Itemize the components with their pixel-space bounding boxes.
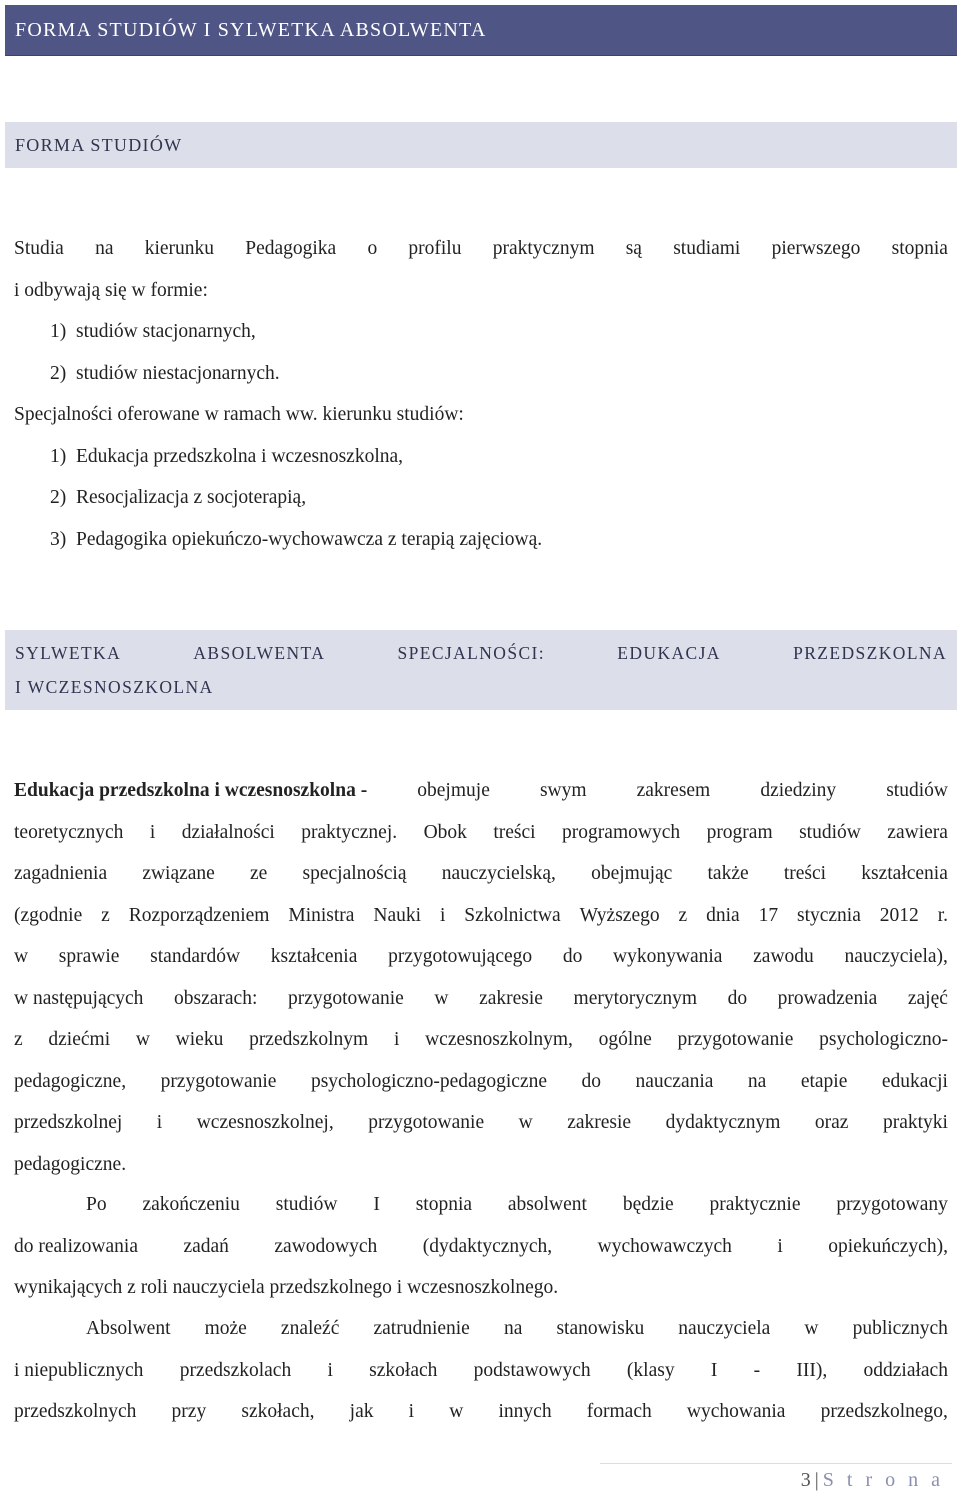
word: absolwent — [507, 1194, 587, 1215]
word: ogólne — [598, 1029, 652, 1050]
word: edukacji — [881, 1070, 948, 1092]
paragraph-line — [14, 1391, 948, 1433]
section-heading-sylwetka-line-1 — [15, 636, 947, 670]
document-header-title: FORMA STUDIÓW I SYLWETKA ABSOLWENTA — [15, 18, 487, 41]
word: stanowisku — [556, 1318, 645, 1339]
word: Nauki — [373, 904, 422, 926]
footer-divider — [600, 1463, 952, 1464]
word: zajęć — [907, 987, 948, 1009]
word: przygotowany — [836, 1194, 948, 1215]
word: i — [393, 1029, 400, 1050]
word: do — [727, 987, 748, 1009]
form-item-2-text: 2) studiów niestacjonarnych. — [50, 362, 280, 384]
paragraph-line — [14, 1061, 948, 1103]
word: wieku — [175, 1029, 224, 1050]
word: praktycznym — [492, 238, 595, 259]
word: psychologiczno-pedagogiczne — [310, 1070, 548, 1092]
word: dziećmi — [48, 1029, 111, 1050]
word: w — [434, 987, 449, 1009]
word: może — [204, 1318, 247, 1339]
word: treści — [493, 821, 536, 843]
word: szkołach, — [241, 1401, 315, 1422]
word: merytorycznym — [573, 987, 698, 1009]
word: i — [156, 1112, 163, 1133]
word: zakresie — [479, 987, 543, 1009]
word: i — [439, 904, 446, 926]
word: zagadnienia — [14, 863, 108, 884]
word: standardów — [150, 946, 241, 967]
paragraph-line — [14, 1019, 948, 1061]
word: Wyższego — [579, 904, 660, 926]
word: przygotowującego — [388, 946, 533, 967]
specialties-label — [14, 394, 948, 436]
word: Pedagogika — [245, 238, 337, 259]
word: studiów — [886, 780, 948, 801]
word: wczesnoszkolnej, — [196, 1112, 334, 1133]
word: także — [707, 863, 749, 884]
word: zadań — [183, 1235, 229, 1257]
word: w — [449, 1401, 464, 1422]
word: oraz — [814, 1112, 849, 1133]
specialties-label-text: Specjalności oferowane w ramach ww. kierunku studiów: — [14, 404, 464, 425]
word: formach — [586, 1401, 652, 1422]
word: wychowania — [686, 1401, 786, 1422]
page-label: S t r o n a — [822, 1469, 944, 1491]
word: psychologiczno- — [819, 1029, 948, 1050]
paragraph-po-zakonczeniu — [14, 1184, 948, 1309]
document-header-banner — [5, 5, 957, 56]
intro-line-1 — [14, 228, 948, 270]
paragraph-line — [14, 853, 948, 895]
word: jak — [349, 1401, 374, 1422]
word: w — [804, 1318, 819, 1339]
word: Obok — [423, 821, 467, 843]
word: pedagogiczne, — [14, 1070, 127, 1092]
word: działalności — [181, 821, 275, 843]
word: I — [373, 1194, 380, 1215]
word: na — [747, 1070, 767, 1092]
word: program — [706, 821, 773, 843]
specialty-item-2 — [14, 477, 948, 519]
word: wychowawczych — [597, 1235, 732, 1257]
word: z — [678, 904, 688, 926]
word: zakończeniu — [142, 1194, 240, 1215]
word: kierunku — [144, 238, 215, 259]
word: 2012 — [879, 904, 919, 926]
word: praktycznej. — [301, 821, 398, 843]
word: zatrudnienie — [373, 1318, 470, 1339]
word: r. — [937, 904, 948, 926]
word: Rozporządzeniem — [128, 904, 270, 926]
specialty-item-1 — [14, 436, 948, 478]
paragraph-line — [14, 1308, 948, 1350]
word: w następujących — [14, 987, 144, 1009]
word: kształcenia — [270, 946, 358, 967]
word: w — [135, 1029, 150, 1050]
word: PRZEDSZKOLNA — [793, 643, 947, 663]
paragraph-last-text: pedagogiczne. — [14, 1153, 127, 1175]
word: praktycznie — [709, 1194, 801, 1215]
word: pierwszego — [771, 238, 861, 259]
word: etapie — [800, 1070, 848, 1092]
word: profilu — [408, 238, 462, 259]
paragraph-last-text: wynikających z roli nauczyciela przedszkolnego i wczesnoszkolnego. — [14, 1277, 559, 1298]
word: będzie — [622, 1194, 674, 1215]
word: stycznia — [796, 904, 861, 926]
paragraph-line — [14, 1226, 948, 1268]
word: i niepublicznych — [14, 1359, 144, 1381]
section-heading-sylwetka-line-2-text: I WCZESNOSZKOLNA — [15, 677, 214, 697]
specialty-item-2-text: 2) Resocjalizacja z socjoterapią, — [50, 487, 307, 508]
word: i — [327, 1359, 333, 1381]
word: o — [367, 238, 378, 259]
word: przedszkolach — [179, 1359, 292, 1381]
word: Po — [86, 1194, 107, 1215]
paragraph-line — [14, 1184, 948, 1226]
word: studiami — [673, 238, 741, 259]
word: praktyki — [882, 1112, 948, 1133]
word: specjalnością — [302, 863, 407, 884]
word: obejmuje — [417, 780, 490, 801]
word: Szkolnictwa — [464, 904, 561, 926]
word: wczesnoszkolnym, — [425, 1029, 573, 1050]
word: publicznych — [852, 1318, 948, 1339]
section-heading-forma-studiow: FORMA STUDIÓW — [15, 134, 183, 155]
word: zawodu — [753, 946, 814, 967]
word: nauczyciela), — [844, 946, 948, 967]
word: przygotowanie — [677, 1029, 794, 1050]
word: oddziałach — [863, 1359, 948, 1381]
paragraph-line-last — [14, 1144, 948, 1186]
word: przedszkolnym — [249, 1029, 369, 1050]
word: przedszkolnego, — [820, 1401, 948, 1422]
word: przedszkolnej — [14, 1112, 123, 1133]
word: z — [101, 904, 110, 926]
word: III), — [796, 1359, 828, 1381]
word: (dydaktycznych, — [422, 1235, 553, 1257]
word: obejmując — [591, 863, 673, 884]
word: w — [518, 1112, 533, 1133]
word: w — [14, 946, 29, 967]
word: na — [95, 238, 114, 259]
word: nauczycielską, — [441, 863, 556, 884]
word: do — [581, 1070, 601, 1092]
paragraph-line — [14, 812, 948, 854]
word: treści — [783, 863, 827, 884]
word: sprawie — [58, 946, 120, 967]
paragraph-line — [14, 1350, 948, 1392]
word: stopnia — [415, 1194, 473, 1215]
word: i — [777, 1235, 783, 1257]
word: dydaktycznym — [665, 1112, 781, 1133]
word: podstawowych — [473, 1359, 591, 1381]
word: studiów — [275, 1194, 338, 1215]
paragraph-line — [14, 1102, 948, 1144]
word: SPECJALNOŚCI: — [397, 643, 546, 663]
form-item-2 — [14, 353, 948, 395]
word: zakresie — [567, 1112, 632, 1133]
word: do — [562, 946, 583, 967]
word: znaleźć — [280, 1318, 340, 1339]
word: do realizowania — [14, 1235, 138, 1257]
intro-line-2-text: i odbywają się w formie: — [14, 279, 208, 301]
paragraph-line — [14, 936, 948, 978]
word: programowych — [562, 821, 681, 843]
word: szkołach — [369, 1359, 438, 1381]
word: EDUKACJA — [617, 643, 721, 663]
paragraph-lines — [14, 812, 948, 1144]
word: przygotowanie — [160, 1070, 277, 1092]
word: teoretycznych — [14, 821, 124, 843]
word: swym — [539, 780, 587, 801]
word: Studia — [14, 238, 64, 259]
form-item-1-text: 1) studiów stacjonarnych, — [50, 321, 256, 342]
word: i — [149, 821, 156, 843]
footer-separator: | — [814, 1469, 819, 1491]
word: (klasy — [626, 1359, 675, 1381]
form-item-1 — [14, 311, 948, 353]
word: obszarach: — [174, 987, 258, 1009]
word: prowadzenia — [777, 987, 878, 1009]
word: - — [753, 1359, 761, 1381]
word: nauczyciela — [678, 1318, 771, 1339]
specialty-item-1-text: 1) Edukacja przedszkolna i wczesnoszkolna, — [50, 445, 404, 467]
section-heading-sylwetka-line-2 — [15, 670, 947, 704]
word: są — [625, 238, 642, 259]
word: stopnia — [891, 238, 948, 259]
word: kształcenia — [861, 863, 948, 884]
paragraph-line — [14, 770, 948, 812]
word: ze — [250, 863, 268, 884]
paragraph-absolwent — [14, 1308, 948, 1433]
specialty-item-3-text: 3) Pedagogika opiekuńczo-wychowawcza z terapią zajęciową. — [50, 528, 543, 550]
word: przygotowanie — [287, 987, 404, 1009]
word: zawodowych — [274, 1235, 378, 1257]
word: nauczania — [635, 1070, 714, 1092]
word: przygotowanie — [368, 1112, 485, 1133]
specialty-item-3 — [14, 519, 948, 561]
word: 17 — [758, 904, 779, 926]
paragraph-line-last — [14, 1267, 948, 1309]
section1-content — [14, 228, 948, 560]
word: Absolwent — [86, 1318, 171, 1339]
word: Ministra — [288, 904, 355, 926]
word: wykonywania — [613, 946, 723, 967]
word: SYLWETKA — [15, 643, 122, 663]
word: zawiera — [887, 821, 948, 843]
word: na — [503, 1318, 523, 1339]
paragraph-line — [14, 895, 948, 937]
word: opiekuńczych), — [828, 1235, 948, 1257]
word: związane — [142, 863, 215, 884]
paragraph-edukacja — [14, 770, 948, 1185]
intro-line-2 — [14, 270, 948, 312]
word: I — [710, 1359, 718, 1381]
word: studiów — [799, 821, 861, 843]
word: (zgodnie — [14, 904, 83, 926]
word: innych — [498, 1401, 552, 1422]
word: przedszkolnych — [14, 1401, 137, 1422]
word: i — [408, 1401, 415, 1422]
word: z — [14, 1029, 23, 1050]
section-heading-band — [5, 122, 957, 168]
word: przy — [171, 1401, 207, 1422]
paragraph-line — [14, 978, 948, 1020]
word: zakresem — [636, 780, 711, 801]
section-heading-band-sylwetka — [5, 630, 957, 710]
word: dnia — [706, 904, 740, 926]
paragraph-bold-lead: Edukacja przedszkolna i wczesnoszkolna - — [14, 780, 368, 801]
page-number: 3 — [800, 1469, 811, 1491]
word: ABSOLWENTA — [193, 643, 326, 663]
page-footer — [801, 1469, 944, 1492]
word: dziedziny — [760, 780, 837, 801]
